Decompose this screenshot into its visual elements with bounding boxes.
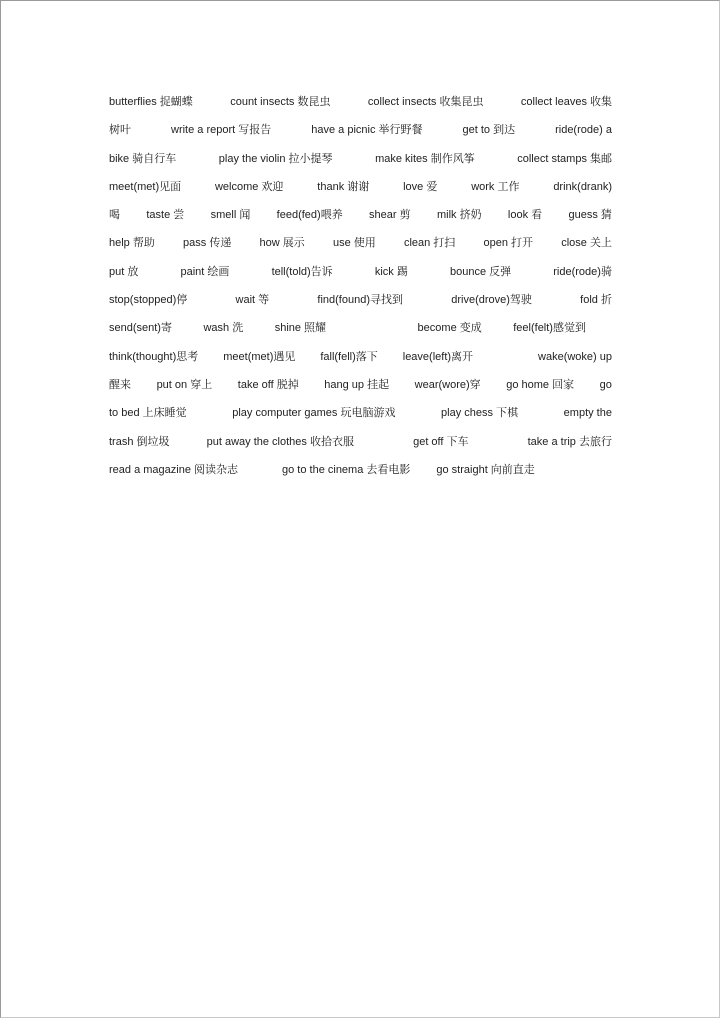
- vocabulary-entry: welcome 欢迎: [214, 180, 284, 193]
- vocabulary-entry: guess 猜: [568, 209, 612, 222]
- vocabulary-line: [109, 262, 612, 290]
- vocabulary-line: [109, 403, 612, 431]
- vocabulary-entry: go straight 向前直走: [436, 463, 535, 476]
- vocabulary-entry: work 工作: [471, 180, 520, 193]
- vocabulary-entry: wash 洗: [203, 322, 244, 335]
- vocabulary-entry: play the violin 拉小提琴: [218, 152, 333, 165]
- vocabulary-entry: pass 传递: [183, 237, 232, 250]
- vocabulary-entry: to bed 上床睡觉: [109, 407, 187, 420]
- vocabulary-entry: kick 踢: [374, 265, 408, 278]
- vocabulary-entry: meet(met)见面: [109, 180, 182, 193]
- vocabulary-entry: take a trip 去旅行: [527, 435, 612, 448]
- vocabulary-line: [109, 432, 612, 460]
- vocabulary-entry: collect stamps 集邮: [517, 152, 612, 165]
- vocabulary-entry: have a picnic 举行野餐: [311, 124, 423, 137]
- vocabulary-entry: get off 下车: [413, 435, 469, 448]
- vocabulary-entry: 醒来: [109, 378, 131, 391]
- vocabulary-line: [109, 92, 612, 120]
- vocabulary-entry: trash 倒垃圾: [109, 435, 170, 448]
- vocabulary-entry: think(thought)思考: [109, 350, 199, 363]
- vocabulary-entry: go: [599, 378, 612, 391]
- vocabulary-entry: shine 照耀: [274, 322, 327, 335]
- vocabulary-line: [109, 290, 612, 318]
- vocabulary-entry: 树叶: [109, 124, 131, 137]
- vocabulary-entry: paint 绘画: [180, 265, 230, 278]
- vocabulary-entry: feel(felt)感觉到: [513, 322, 586, 335]
- vocabulary-line: [109, 233, 612, 261]
- vocabulary-line: [109, 177, 612, 205]
- vocabulary-entry: shear 剪: [369, 209, 411, 222]
- vocabulary-entry: wear(wore)穿: [414, 378, 481, 391]
- vocabulary-entry: how 展示: [259, 237, 305, 250]
- vocabulary-entry: smell 闻: [210, 209, 251, 222]
- vocabulary-entry: fold 折: [580, 294, 612, 307]
- vocabulary-entry: feed(fed)喂养: [276, 209, 343, 222]
- vocabulary-entry: meet(met)遇见: [223, 350, 296, 363]
- vocabulary-line: [109, 375, 612, 403]
- vocabulary-entry: bike 骑自行车: [109, 152, 177, 165]
- vocabulary-entry: butterflies 捉蝴蝶: [109, 96, 193, 108]
- vocabulary-entry: write a report 写报告: [171, 124, 272, 137]
- vocabulary-entry: tell(told)告诉: [271, 265, 333, 278]
- vocabulary-entry: put on 穿上: [156, 378, 213, 391]
- vocabulary-line: [109, 318, 612, 346]
- vocabulary-entry: count insects 数昆虫: [230, 96, 331, 108]
- vocabulary-line: [109, 460, 612, 488]
- vocabulary-entry: clean 打扫: [403, 237, 456, 250]
- vocabulary-entry: send(sent)寄: [109, 322, 172, 335]
- vocabulary-entry: fall(fell)落下: [320, 350, 378, 363]
- vocabulary-entry: use 使用: [332, 237, 376, 250]
- vocabulary-entry: make kites 制作风筝: [375, 152, 475, 165]
- vocabulary-line: [109, 149, 612, 177]
- vocabulary-entry: get to 到达: [462, 124, 516, 137]
- vocabulary-entry: wait 等: [235, 294, 270, 307]
- vocabulary-entry: collect insects 收集昆虫: [367, 96, 484, 108]
- vocabulary-entry: collect leaves 收集: [520, 96, 612, 108]
- vocabulary-entry: stop(stopped)停: [109, 294, 188, 307]
- vocabulary-entry: ride(rode) a: [555, 124, 612, 137]
- vocabulary-entry: empty the: [563, 407, 612, 420]
- vocabulary-entry: taste 尝: [146, 209, 185, 222]
- vocabulary-entry: drink(drank): [553, 180, 612, 193]
- vocabulary-entry: take off 脱掉: [237, 378, 299, 391]
- vocabulary-entry: play chess 下棋: [441, 407, 519, 420]
- vocabulary-entry: open 打开: [483, 237, 534, 250]
- vocabulary-line: [109, 120, 612, 148]
- vocabulary-entry: read a magazine 阅读杂志: [109, 463, 238, 476]
- vocabulary-list: [109, 92, 612, 488]
- vocabulary-line: [109, 205, 612, 233]
- vocabulary-entry: love 爱: [403, 180, 438, 193]
- vocabulary-entry: thank 谢谢: [317, 180, 370, 193]
- vocabulary-entry: bounce 反弹: [449, 265, 512, 278]
- vocabulary-entry: put away the clothes 收拾衣服: [206, 435, 354, 448]
- vocabulary-entry: ride(rode)骑: [553, 265, 612, 278]
- vocabulary-entry: help 帮助: [109, 237, 155, 250]
- vocabulary-entry: go to the cinema 去看电影: [282, 463, 411, 476]
- vocabulary-entry: play computer games 玩电脑游戏: [232, 407, 396, 420]
- vocabulary-entry: go home 回家: [506, 378, 575, 391]
- vocabulary-entry: become 变成: [417, 322, 482, 335]
- vocabulary-entry: hang up 挂起: [324, 378, 390, 391]
- vocabulary-entry: put 放: [109, 265, 139, 278]
- vocabulary-entry: 喝: [109, 209, 120, 222]
- vocabulary-line: [109, 347, 612, 375]
- vocabulary-entry: look 看: [507, 209, 543, 222]
- vocabulary-entry: milk 挤奶: [436, 209, 482, 222]
- vocabulary-entry: close 关上: [561, 237, 612, 250]
- vocabulary-entry: wake(woke) up: [538, 350, 612, 363]
- vocabulary-entry: find(found)寻找到: [317, 294, 403, 307]
- vocabulary-entry: drive(drove)驾驶: [451, 294, 532, 307]
- vocabulary-entry: leave(left)离开: [402, 350, 474, 363]
